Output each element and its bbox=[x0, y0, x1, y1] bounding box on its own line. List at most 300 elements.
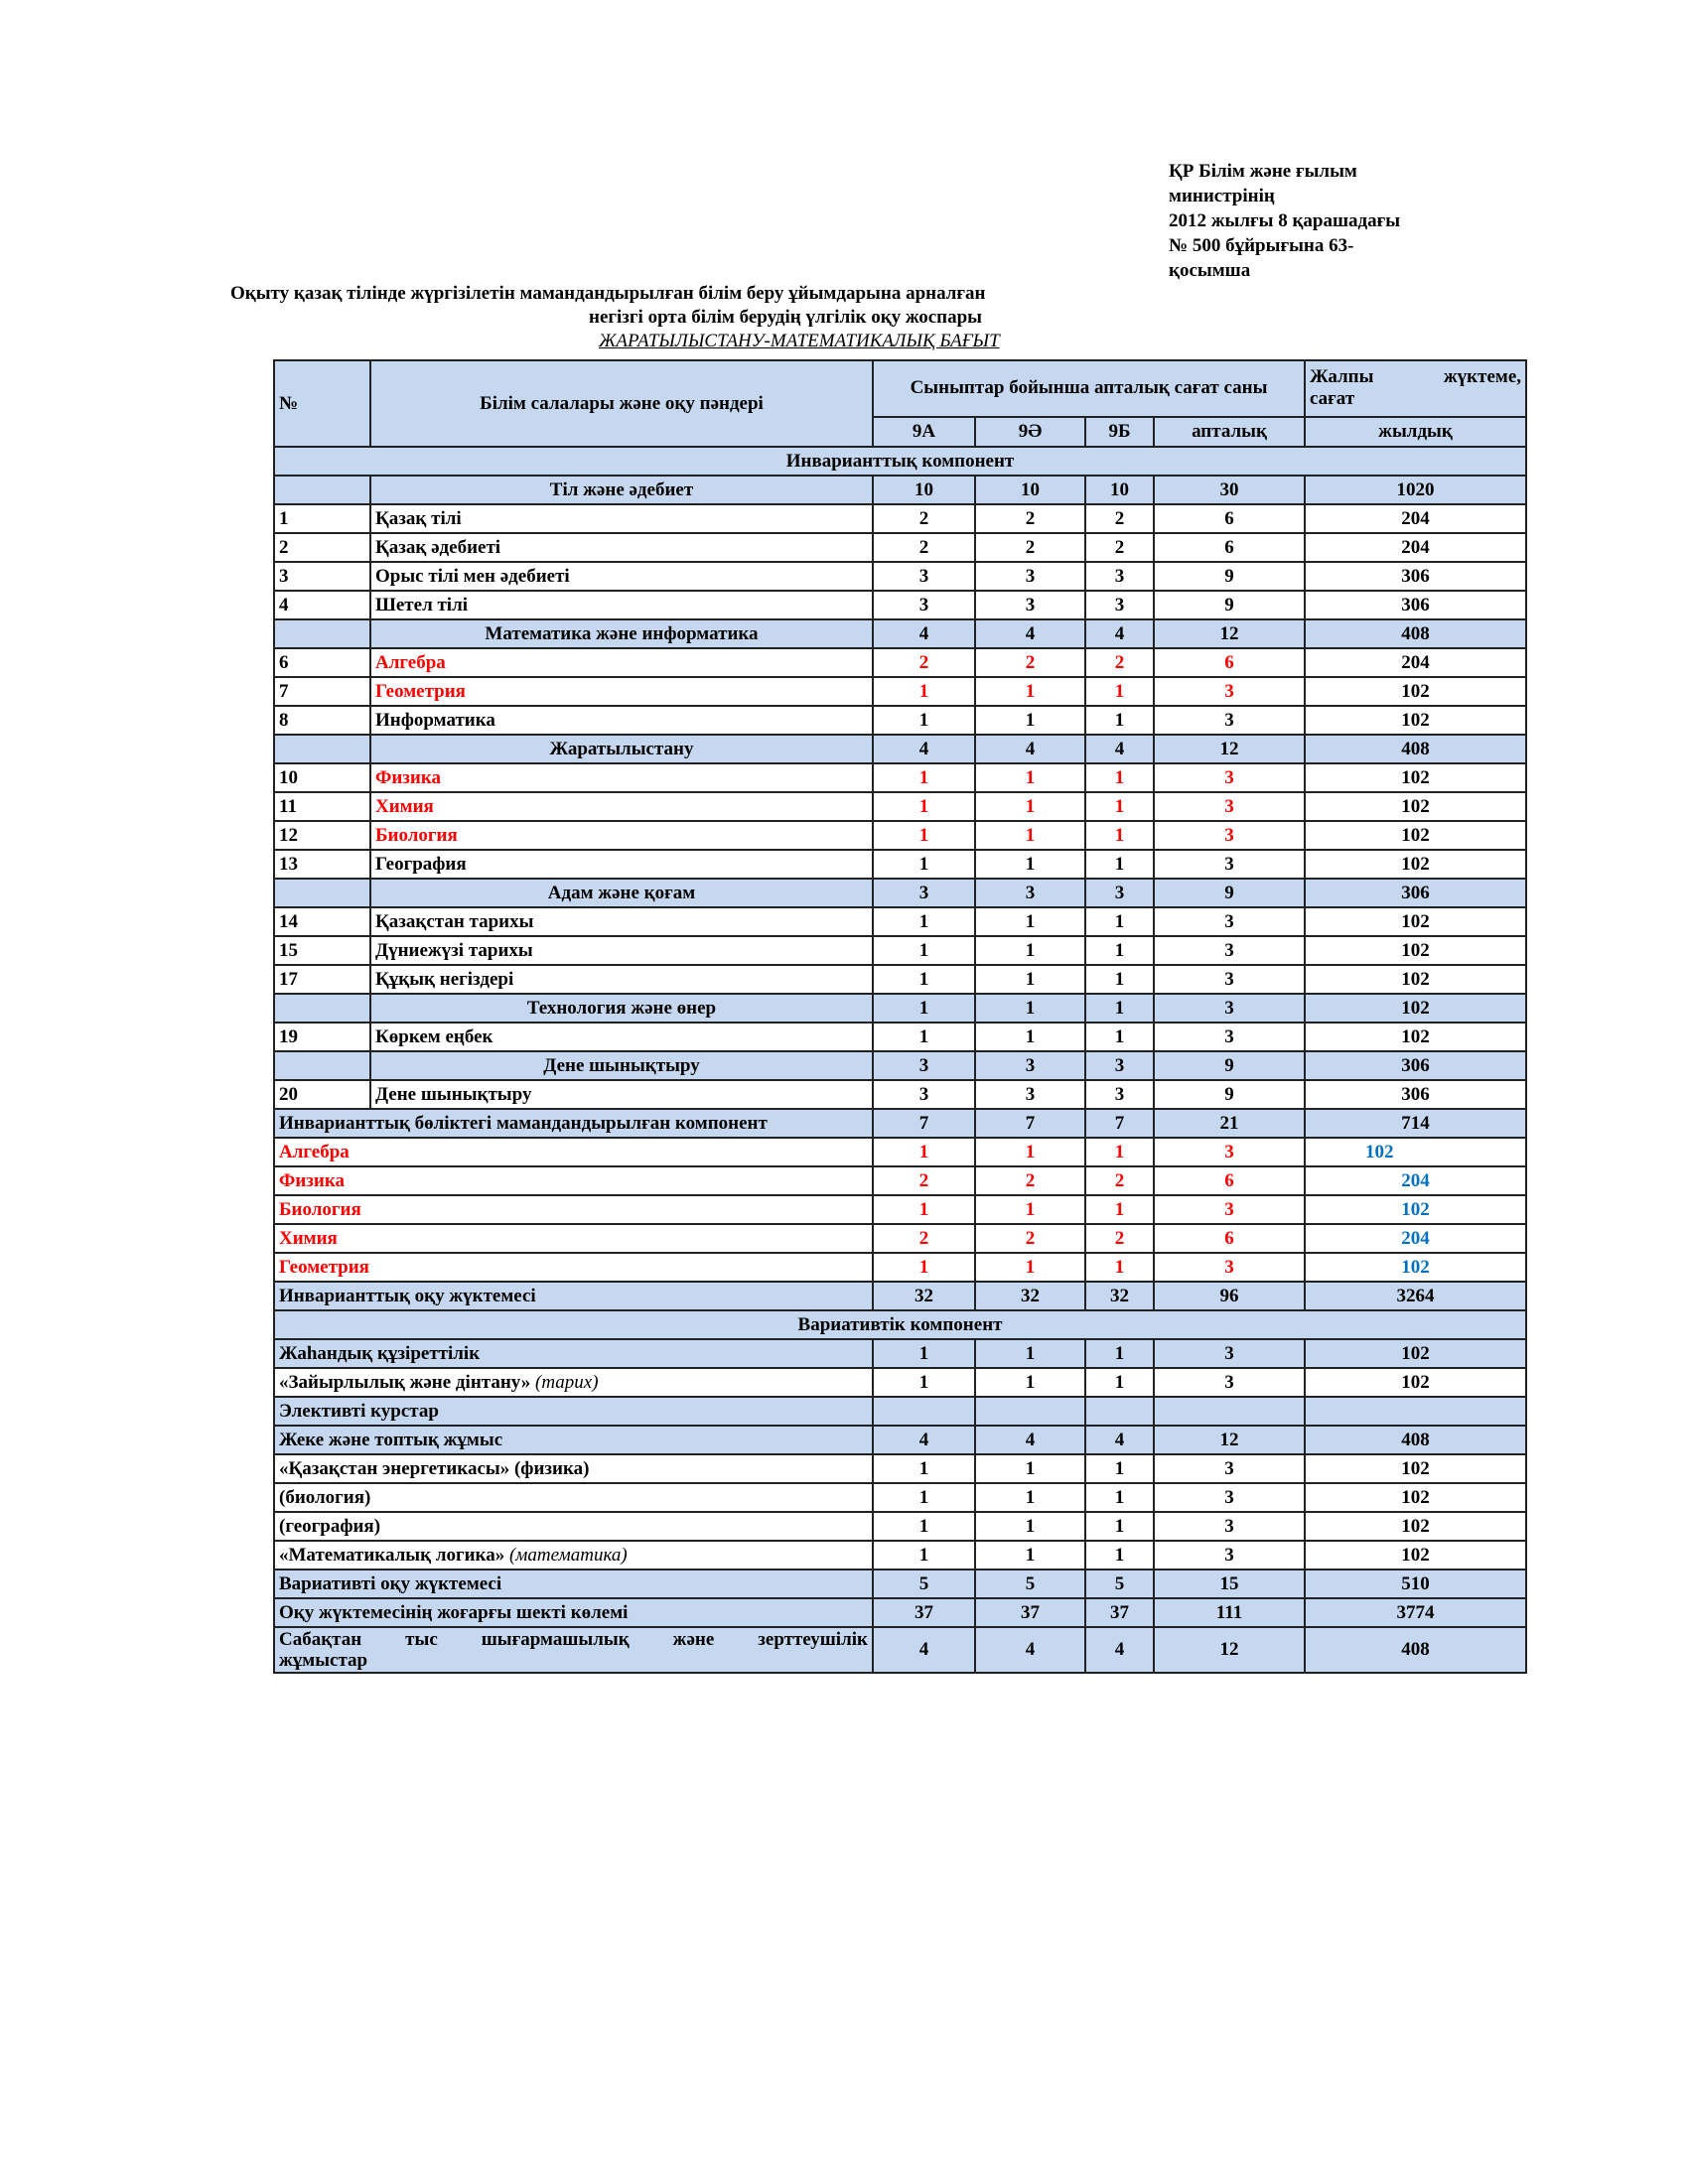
value-weekly: 12 bbox=[1154, 619, 1305, 648]
value-9b: 1 bbox=[1085, 792, 1154, 821]
extracurricular-line2: жұмыстар bbox=[279, 1650, 368, 1671]
value-9ae: 32 bbox=[975, 1282, 1085, 1310]
subject-row bbox=[274, 821, 1526, 850]
subject-number: 12 bbox=[274, 821, 370, 850]
value-9a: 1 bbox=[873, 1541, 975, 1570]
number-cell bbox=[274, 1051, 370, 1080]
value-weekly: 30 bbox=[1154, 476, 1305, 504]
value-annual: 204 bbox=[1305, 533, 1526, 562]
value-9a: 1 bbox=[873, 1023, 975, 1051]
value-annual: 204 bbox=[1305, 1166, 1526, 1195]
subject-number: 6 bbox=[274, 648, 370, 677]
value-annual: 102 bbox=[1305, 1454, 1526, 1483]
value-annual: 306 bbox=[1305, 562, 1526, 591]
approval-line: 2012 жылғы 8 қарашадағы bbox=[1169, 210, 1401, 231]
section-title: Вариативтік компонент bbox=[274, 1310, 1526, 1339]
header-weekly: апталық bbox=[1154, 417, 1305, 447]
subject-row bbox=[274, 936, 1526, 965]
subject-group-name: Адам және қоғам bbox=[370, 879, 873, 907]
subject-number: 3 bbox=[274, 562, 370, 591]
value-annual: 102 bbox=[1305, 1512, 1526, 1541]
number-cell bbox=[274, 879, 370, 907]
value-annual: 204 bbox=[1305, 1224, 1526, 1253]
value-9b: 1 bbox=[1085, 763, 1154, 792]
value-9a: 37 bbox=[873, 1598, 975, 1627]
value-9b: 1 bbox=[1085, 1541, 1154, 1570]
variative-subject-name: (биология) bbox=[279, 1486, 371, 1508]
subject-row bbox=[274, 1080, 1526, 1109]
subject-group-name: Дене шынықтыру bbox=[370, 1051, 873, 1080]
value-9a: 1 bbox=[873, 965, 975, 994]
value-weekly: 96 bbox=[1154, 1282, 1305, 1310]
value-9b: 10 bbox=[1085, 476, 1154, 504]
value-weekly: 12 bbox=[1154, 1426, 1305, 1454]
value-annual: 102 bbox=[1305, 677, 1526, 706]
number-cell bbox=[274, 619, 370, 648]
value-9b: 3 bbox=[1085, 1051, 1154, 1080]
header-class-9ae: 9Ә bbox=[975, 417, 1085, 447]
value-9a: 1 bbox=[873, 792, 975, 821]
header-total-word: Жалпы bbox=[1310, 366, 1374, 388]
value-9a: 3 bbox=[873, 1051, 975, 1080]
value-9b: 2 bbox=[1085, 533, 1154, 562]
value-9a bbox=[873, 1397, 975, 1426]
variative-row bbox=[274, 1512, 1526, 1541]
header-number: № bbox=[274, 360, 370, 447]
variative-subject-name: Элективті курстар bbox=[279, 1400, 439, 1422]
variative-subject-name: «Зайырлылық және дінтану» bbox=[279, 1371, 531, 1393]
header-row-top bbox=[274, 360, 1526, 417]
value-9ae: 1 bbox=[975, 1339, 1085, 1368]
value-9ae: 1 bbox=[975, 907, 1085, 936]
subject-row bbox=[274, 792, 1526, 821]
approval-note bbox=[1169, 159, 1467, 283]
value-9b: 2 bbox=[1085, 1224, 1154, 1253]
value-annual: 102 bbox=[1305, 1541, 1526, 1570]
value-annual: 204 bbox=[1305, 504, 1526, 533]
value-annual: 204 bbox=[1305, 648, 1526, 677]
approval-line: ҚР Білім және ғылым bbox=[1169, 161, 1357, 182]
value-annual: 306 bbox=[1305, 879, 1526, 907]
extracurricular-row bbox=[274, 1627, 1526, 1673]
value-9b: 1 bbox=[1085, 677, 1154, 706]
subject-row bbox=[274, 591, 1526, 619]
value-9ae: 3 bbox=[975, 1051, 1085, 1080]
value-9a: 1 bbox=[873, 1138, 975, 1166]
value-weekly: 6 bbox=[1154, 504, 1305, 533]
value-annual: 102 bbox=[1305, 1195, 1526, 1224]
subject-group-row bbox=[274, 879, 1526, 907]
subject-row bbox=[274, 706, 1526, 735]
subject-number: 13 bbox=[274, 850, 370, 879]
subject-number: 15 bbox=[274, 936, 370, 965]
value-9a: 2 bbox=[873, 1166, 975, 1195]
value-9ae: 1 bbox=[975, 1023, 1085, 1051]
value-9ae: 1 bbox=[975, 677, 1085, 706]
value-9b: 2 bbox=[1085, 648, 1154, 677]
subject-row bbox=[274, 965, 1526, 994]
value-annual: 408 bbox=[1305, 1627, 1526, 1673]
value-annual: 306 bbox=[1305, 1080, 1526, 1109]
value-weekly: 21 bbox=[1154, 1109, 1305, 1138]
value-9ae: 2 bbox=[975, 1224, 1085, 1253]
subject-group-name: Математика және информатика bbox=[370, 619, 873, 648]
value-9ae: 10 bbox=[975, 476, 1085, 504]
subject-name: Геометрия bbox=[370, 677, 873, 706]
value-annual: 306 bbox=[1305, 591, 1526, 619]
value-9a: 3 bbox=[873, 1080, 975, 1109]
value-9ae: 4 bbox=[975, 619, 1085, 648]
approval-line: қосымша bbox=[1169, 260, 1251, 281]
value-9a: 3 bbox=[873, 562, 975, 591]
value-9ae: 1 bbox=[975, 792, 1085, 821]
value-9b: 7 bbox=[1085, 1109, 1154, 1138]
header-total-hours: сағат bbox=[1310, 388, 1355, 410]
value-annual: 102 bbox=[1305, 1023, 1526, 1051]
value-9ae: 4 bbox=[975, 735, 1085, 763]
value-9b: 1 bbox=[1085, 850, 1154, 879]
value-weekly: 15 bbox=[1154, 1570, 1305, 1598]
value-9a: 1 bbox=[873, 1195, 975, 1224]
value-9b: 1 bbox=[1085, 1512, 1154, 1541]
subject-row bbox=[274, 677, 1526, 706]
value-annual: 408 bbox=[1305, 619, 1526, 648]
value-9ae: 1 bbox=[975, 821, 1085, 850]
value-9ae: 3 bbox=[975, 591, 1085, 619]
subject-group-name: Технология және өнер bbox=[370, 994, 873, 1023]
value-9ae: 1 bbox=[975, 1138, 1085, 1166]
max-load-label: Оқу жүктемесінің жоғарғы шекті көлемі bbox=[274, 1598, 873, 1627]
invariant-total-row bbox=[274, 1282, 1526, 1310]
subject-number: 10 bbox=[274, 763, 370, 792]
header-class-9b: 9Б bbox=[1085, 417, 1154, 447]
variative-subject-name: (география) bbox=[279, 1515, 381, 1537]
variative-subject-name: «Қазақстан энергетикасы» (физика) bbox=[279, 1457, 590, 1479]
value-weekly: 3 bbox=[1154, 1483, 1305, 1512]
extracurricular-word: шығармашылық bbox=[481, 1629, 630, 1650]
value-annual: 102 bbox=[1305, 1339, 1526, 1368]
subject-name: Шетел тілі bbox=[370, 591, 873, 619]
section-title: Инварианттық компонент bbox=[274, 447, 1526, 476]
value-9b: 1 bbox=[1085, 1138, 1154, 1166]
variative-row bbox=[274, 1368, 1526, 1397]
subject-group-row bbox=[274, 735, 1526, 763]
value-9ae: 1 bbox=[975, 1368, 1085, 1397]
value-9a: 1 bbox=[873, 1339, 975, 1368]
value-9b: 1 bbox=[1085, 1454, 1154, 1483]
variative-subject bbox=[274, 1339, 873, 1368]
variative-row bbox=[274, 1426, 1526, 1454]
subject-name: География bbox=[370, 850, 873, 879]
value-annual: 306 bbox=[1305, 1051, 1526, 1080]
specialized-subject-row bbox=[274, 1138, 1526, 1166]
value-weekly bbox=[1154, 1397, 1305, 1426]
variative-row bbox=[274, 1454, 1526, 1483]
value-9a: 2 bbox=[873, 648, 975, 677]
specialized-subject-row bbox=[274, 1166, 1526, 1195]
header-annual: жылдық bbox=[1305, 417, 1526, 447]
value-9b: 32 bbox=[1085, 1282, 1154, 1310]
value-9ae bbox=[975, 1397, 1085, 1426]
value-9ae: 3 bbox=[975, 562, 1085, 591]
number-cell bbox=[274, 994, 370, 1023]
value-annual: 102 bbox=[1305, 1253, 1526, 1282]
value-9a: 1 bbox=[873, 821, 975, 850]
subject-number: 8 bbox=[274, 706, 370, 735]
value-9b: 1 bbox=[1085, 907, 1154, 936]
extracurricular-word: тыс bbox=[405, 1629, 438, 1650]
approval-line: № 500 бұйрығына 63- bbox=[1169, 235, 1354, 256]
value-annual: 3264 bbox=[1305, 1282, 1526, 1310]
max-load-row bbox=[274, 1598, 1526, 1627]
variative-subject bbox=[274, 1483, 873, 1512]
value-9a: 4 bbox=[873, 619, 975, 648]
subject-name: Алгебра bbox=[370, 648, 873, 677]
header-total-load bbox=[1305, 360, 1526, 417]
value-annual: 714 bbox=[1305, 1109, 1526, 1138]
subject-row bbox=[274, 504, 1526, 533]
variative-subject-name: Жаһандық құзіреттілік bbox=[279, 1342, 481, 1364]
value-9a: 2 bbox=[873, 1224, 975, 1253]
value-annual: 1020 bbox=[1305, 476, 1526, 504]
subject-row bbox=[274, 907, 1526, 936]
subject-group-name: Тіл және әдебиет bbox=[370, 476, 873, 504]
value-annual: 102 bbox=[1305, 1483, 1526, 1512]
value-9a: 3 bbox=[873, 591, 975, 619]
value-weekly: 3 bbox=[1154, 1339, 1305, 1368]
value-9b bbox=[1085, 1397, 1154, 1426]
value-9a: 32 bbox=[873, 1282, 975, 1310]
value-weekly: 6 bbox=[1154, 1224, 1305, 1253]
value-weekly: 3 bbox=[1154, 1512, 1305, 1541]
subject-row bbox=[274, 850, 1526, 879]
value-9ae: 1 bbox=[975, 763, 1085, 792]
value-9a: 7 bbox=[873, 1109, 975, 1138]
value-weekly: 3 bbox=[1154, 965, 1305, 994]
value-9a: 1 bbox=[873, 850, 975, 879]
subject-name: Қазақстан тарихы bbox=[370, 907, 873, 936]
value-9ae: 2 bbox=[975, 533, 1085, 562]
value-9ae: 4 bbox=[975, 1627, 1085, 1673]
value-weekly: 6 bbox=[1154, 648, 1305, 677]
value-9a: 1 bbox=[873, 994, 975, 1023]
value-9ae: 1 bbox=[975, 1454, 1085, 1483]
subject-name: Дене шынықтыру bbox=[370, 1080, 873, 1109]
variative-total-row bbox=[274, 1570, 1526, 1598]
value-9b: 3 bbox=[1085, 562, 1154, 591]
value-9b: 1 bbox=[1085, 706, 1154, 735]
subject-name: Дүниежүзі тарихы bbox=[370, 936, 873, 965]
header-subject: Білім салалары және оқу пәндері bbox=[370, 360, 873, 447]
extracurricular-word: зерттеушілік bbox=[758, 1629, 868, 1650]
value-weekly: 3 bbox=[1154, 821, 1305, 850]
value-9ae: 2 bbox=[975, 1166, 1085, 1195]
specialized-subject-name: Геометрия bbox=[274, 1253, 873, 1282]
subject-name: Құқық негіздері bbox=[370, 965, 873, 994]
value-weekly: 3 bbox=[1154, 850, 1305, 879]
extracurricular-label bbox=[274, 1627, 873, 1673]
specialized-subject-name: Алгебра bbox=[274, 1138, 873, 1166]
variative-subject bbox=[274, 1541, 873, 1570]
value-9ae: 5 bbox=[975, 1570, 1085, 1598]
value-9a: 1 bbox=[873, 1368, 975, 1397]
value-9b: 1 bbox=[1085, 936, 1154, 965]
value-weekly: 9 bbox=[1154, 591, 1305, 619]
value-annual: 102 bbox=[1305, 994, 1526, 1023]
value-9a: 2 bbox=[873, 533, 975, 562]
value-weekly: 3 bbox=[1154, 994, 1305, 1023]
subject-row bbox=[274, 763, 1526, 792]
value-9a: 1 bbox=[873, 1483, 975, 1512]
value-9a: 1 bbox=[873, 1454, 975, 1483]
value-9b: 3 bbox=[1085, 1080, 1154, 1109]
value-9ae: 1 bbox=[975, 850, 1085, 879]
subject-number: 11 bbox=[274, 792, 370, 821]
value-weekly: 3 bbox=[1154, 706, 1305, 735]
value-annual: 510 bbox=[1305, 1570, 1526, 1598]
subject-name: Физика bbox=[370, 763, 873, 792]
value-annual: 102 bbox=[1305, 1138, 1526, 1166]
value-9b: 4 bbox=[1085, 735, 1154, 763]
value-9a: 5 bbox=[873, 1570, 975, 1598]
value-9ae: 1 bbox=[975, 1541, 1085, 1570]
value-9b: 4 bbox=[1085, 1627, 1154, 1673]
value-weekly: 12 bbox=[1154, 735, 1305, 763]
extracurricular-word: және bbox=[672, 1629, 715, 1650]
value-weekly: 6 bbox=[1154, 533, 1305, 562]
value-9a: 1 bbox=[873, 1512, 975, 1541]
value-9b: 2 bbox=[1085, 1166, 1154, 1195]
value-9ae: 4 bbox=[975, 1426, 1085, 1454]
value-weekly: 3 bbox=[1154, 677, 1305, 706]
document-title-line1: Оқыту қазақ тілінде жүргізілетін мамандандырылған білім беру ұйымдарына арналған bbox=[230, 283, 986, 304]
subject-name: Көркем еңбек bbox=[370, 1023, 873, 1051]
subject-number: 2 bbox=[274, 533, 370, 562]
specialized-component-row bbox=[274, 1109, 1526, 1138]
value-weekly: 3 bbox=[1154, 1454, 1305, 1483]
specialized-subject-name: Биология bbox=[274, 1195, 873, 1224]
value-weekly: 111 bbox=[1154, 1598, 1305, 1627]
invariant-total-label: Инварианттық оқу жүктемесі bbox=[274, 1282, 873, 1310]
document-subtitle-direction: ЖАРАТЫЛЫСТАНУ-МАТЕМАТИКАЛЫҚ БАҒЫТ bbox=[599, 331, 1000, 351]
value-weekly: 3 bbox=[1154, 1138, 1305, 1166]
subject-number: 4 bbox=[274, 591, 370, 619]
subject-group-row bbox=[274, 619, 1526, 648]
value-9ae: 3 bbox=[975, 1080, 1085, 1109]
value-annual: 3774 bbox=[1305, 1598, 1526, 1627]
subject-group-row bbox=[274, 994, 1526, 1023]
variative-row bbox=[274, 1483, 1526, 1512]
value-9b: 1 bbox=[1085, 821, 1154, 850]
value-9b: 4 bbox=[1085, 619, 1154, 648]
value-9a: 4 bbox=[873, 735, 975, 763]
value-9a: 4 bbox=[873, 1627, 975, 1673]
value-weekly: 3 bbox=[1154, 792, 1305, 821]
header-weekly-hours: Сыныптар бойынша апталық сағат саны bbox=[873, 360, 1305, 417]
value-9b: 1 bbox=[1085, 1368, 1154, 1397]
value-9b: 2 bbox=[1085, 504, 1154, 533]
variative-subject bbox=[274, 1368, 873, 1397]
subject-group-row bbox=[274, 476, 1526, 504]
variative-subject bbox=[274, 1454, 873, 1483]
subject-number: 20 bbox=[274, 1080, 370, 1109]
subject-name: Информатика bbox=[370, 706, 873, 735]
value-weekly: 3 bbox=[1154, 1253, 1305, 1282]
variative-row bbox=[274, 1397, 1526, 1426]
value-9b: 1 bbox=[1085, 965, 1154, 994]
variative-subject-name: Жеке және топтық жұмыс bbox=[279, 1429, 503, 1450]
subject-number: 19 bbox=[274, 1023, 370, 1051]
value-weekly: 3 bbox=[1154, 1541, 1305, 1570]
value-9b: 1 bbox=[1085, 1339, 1154, 1368]
subject-number: 7 bbox=[274, 677, 370, 706]
subject-group-row bbox=[274, 1051, 1526, 1080]
value-9ae: 1 bbox=[975, 936, 1085, 965]
value-9b: 1 bbox=[1085, 1483, 1154, 1512]
value-9b: 37 bbox=[1085, 1598, 1154, 1627]
value-weekly: 3 bbox=[1154, 1195, 1305, 1224]
value-9b: 5 bbox=[1085, 1570, 1154, 1598]
document-title-line2: негізгі орта білім берудің үлгілік оқу жоспары bbox=[589, 307, 982, 328]
subject-note: (математика) bbox=[508, 1544, 628, 1566]
number-cell bbox=[274, 735, 370, 763]
value-9ae: 3 bbox=[975, 879, 1085, 907]
value-annual bbox=[1305, 1397, 1526, 1426]
specialized-subject-name: Физика bbox=[274, 1166, 873, 1195]
value-9a: 1 bbox=[873, 1253, 975, 1282]
variative-subject bbox=[274, 1426, 873, 1454]
variative-row bbox=[274, 1541, 1526, 1570]
curriculum-table bbox=[273, 359, 1527, 1674]
header-class-9a: 9А bbox=[873, 417, 975, 447]
value-9ae: 7 bbox=[975, 1109, 1085, 1138]
value-annual: 102 bbox=[1305, 821, 1526, 850]
value-weekly: 3 bbox=[1154, 936, 1305, 965]
value-9b: 1 bbox=[1085, 1195, 1154, 1224]
value-weekly: 12 bbox=[1154, 1627, 1305, 1673]
value-9a: 10 bbox=[873, 476, 975, 504]
value-9a: 2 bbox=[873, 504, 975, 533]
value-9ae: 2 bbox=[975, 504, 1085, 533]
specialized-subject-row bbox=[274, 1195, 1526, 1224]
subject-row bbox=[274, 562, 1526, 591]
approval-line: министрінің bbox=[1169, 186, 1275, 206]
subject-row bbox=[274, 648, 1526, 677]
value-weekly: 3 bbox=[1154, 763, 1305, 792]
value-9ae: 1 bbox=[975, 1512, 1085, 1541]
value-9ae: 2 bbox=[975, 648, 1085, 677]
value-9a: 1 bbox=[873, 763, 975, 792]
value-9ae: 37 bbox=[975, 1598, 1085, 1627]
subject-name: Қазақ тілі bbox=[370, 504, 873, 533]
value-9b: 3 bbox=[1085, 591, 1154, 619]
value-9b: 1 bbox=[1085, 1023, 1154, 1051]
number-cell bbox=[274, 476, 370, 504]
value-9b: 1 bbox=[1085, 1253, 1154, 1282]
value-9a: 1 bbox=[873, 706, 975, 735]
value-9ae: 1 bbox=[975, 706, 1085, 735]
variative-total-label: Вариативті оқу жүктемесі bbox=[274, 1570, 873, 1598]
variative-subject bbox=[274, 1397, 873, 1426]
value-annual: 102 bbox=[1305, 850, 1526, 879]
subject-name: Биология bbox=[370, 821, 873, 850]
value-9a: 1 bbox=[873, 936, 975, 965]
variative-subject bbox=[274, 1512, 873, 1541]
header-total-word: жүктеме, bbox=[1443, 366, 1522, 388]
variative-subject-name: «Математикалық логика» bbox=[279, 1544, 505, 1566]
subject-group-name: Жаратылыстану bbox=[370, 735, 873, 763]
value-9ae: 1 bbox=[975, 1195, 1085, 1224]
